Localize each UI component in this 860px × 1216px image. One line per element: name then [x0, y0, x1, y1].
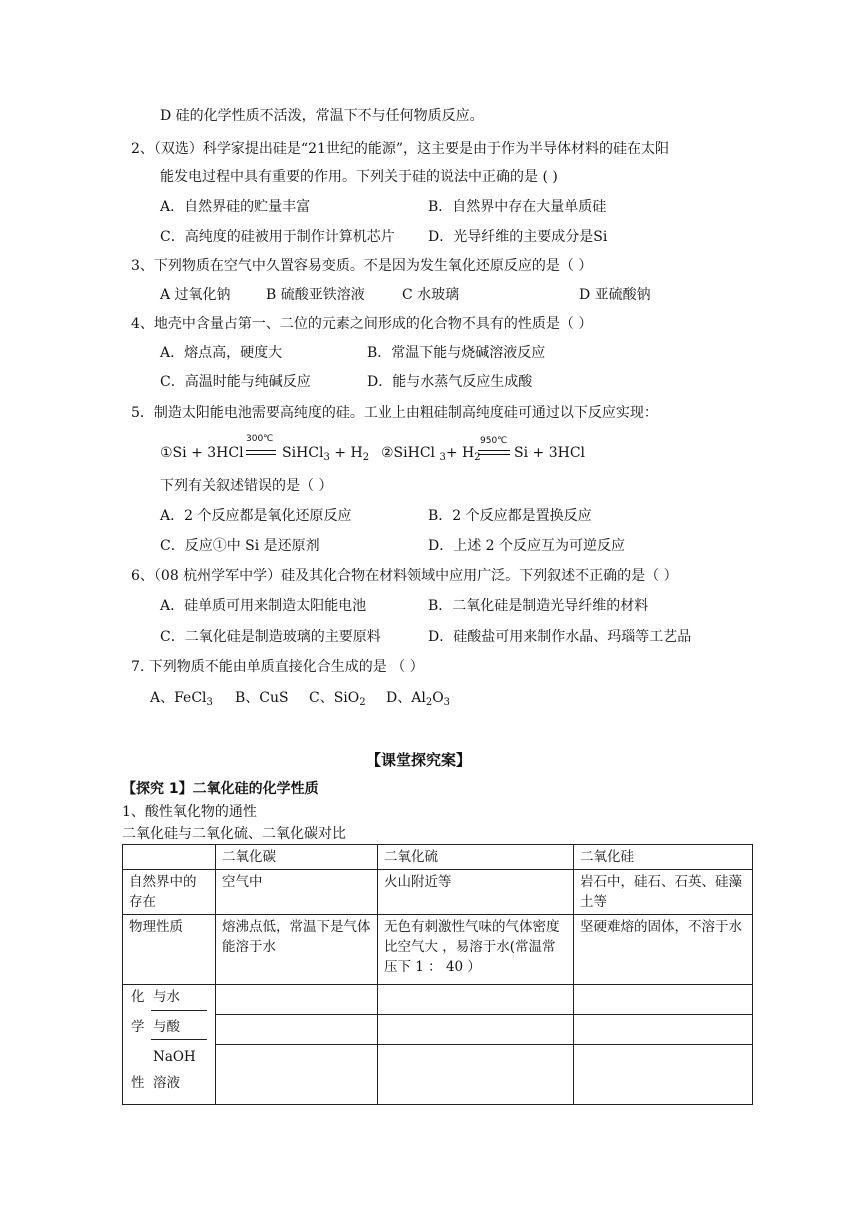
q4-option-d: D．能与水蒸气反应生成酸: [367, 374, 533, 390]
table-cell: [216, 985, 378, 1015]
reaction2-equals-top: [478, 450, 510, 451]
chem-label-char: 学: [131, 1019, 145, 1035]
q5-option-d: D．上述 2 个反应互为可逆反应: [428, 538, 626, 554]
reaction1-condition: 300℃: [246, 434, 274, 444]
q4-stem: 4、地壳中含量占第一、二位的元素之间形成的化合物不具有的性质是（ ）: [131, 316, 593, 332]
table-cell: [216, 1045, 378, 1105]
q7-stem: 7. 下列物质不能由单质直接化合生成的是 （ ）: [131, 659, 424, 675]
q6-stem: 6、（08 杭州学军中学）硅及其化合物在材料领域中应用广泛。下列叙述不正确的是（ ）: [131, 568, 678, 584]
reaction2-equals-bottom: [478, 454, 510, 455]
q3-stem: 3、下列物质在空气中久置容易变质。不是因为发生氧化还原反应的是（ ）: [131, 258, 593, 274]
table-cell: [574, 1015, 753, 1045]
q3-option-c: C 水玻璃: [402, 287, 460, 303]
chem-row-label: 与水: [153, 989, 180, 1005]
q7-option-a: A、FeCl$_3$: [150, 690, 213, 708]
table-header-cell: 二氧化硅: [574, 845, 753, 870]
q4-option-c: C．高温时能与纯碱反应: [160, 374, 311, 390]
q2-option-b: B．自然界中存在大量单质硅: [428, 199, 607, 215]
table-cell: [574, 1045, 753, 1105]
table-cell: 岩石中，硅石、石英、硅藻土等: [574, 870, 753, 915]
reaction2-reactants: ②SiHCl $_3+ H_2$: [381, 445, 481, 463]
q2-stem-line1: 2、（双选）科学家提出硅是“21世纪的能源”，这主要是由于作为半导体材料的硅在太阳: [131, 141, 670, 157]
chem-row-divider: [151, 1010, 207, 1011]
chem-label-char: 性: [131, 1075, 145, 1091]
q2-option-d: D．光导纤维的主要成分是Si: [428, 229, 608, 245]
table-cell: [378, 1015, 574, 1045]
section-title: 【课堂探究案】: [366, 751, 472, 769]
chem-row-label: 与酸: [153, 1019, 180, 1035]
q5-option-c: C．反应①中 Si 是还原剂: [160, 538, 320, 554]
chem-label-char: 化: [131, 989, 145, 1005]
q7-option-b: B、CuS: [235, 690, 289, 706]
q6-option-c: C．二氧化硅是制造玻璃的主要原料: [160, 629, 381, 645]
table-row: [123, 985, 753, 1015]
table-header-cell: 二氧化碳: [216, 845, 378, 870]
q1-option-d: D 硅的化学性质不活泼，常温下不与任何物质反应。: [160, 108, 484, 124]
q3-option-b: B 硫酸亚铁溶液: [266, 287, 365, 303]
comparison-table: [122, 844, 753, 1105]
reaction1-equals-top: [246, 450, 276, 451]
reaction1-products: SiHCl$_3$ + $H_2$: [282, 445, 370, 463]
q7-option-d: D、$Al_2O_3$: [386, 690, 451, 708]
subheading-comparison: 二氧化硅与二氧化硫、二氧化碳对比: [122, 826, 346, 842]
table-cell: 自然界中的存在: [123, 870, 216, 915]
q4-option-b: B．常温下能与烧碱溶液反应: [367, 345, 546, 361]
q5-option-b: B．2 个反应都是置换反应: [428, 508, 592, 524]
q5-stem: 5．制造太阳能电池需要高纯度的硅。工业上由粗硅制高纯度硅可通过以下反应实现：: [131, 405, 658, 421]
table-row: [123, 870, 753, 915]
chem-row-divider: [151, 1039, 207, 1040]
table-row: [123, 1015, 753, 1045]
table-cell: 无色有刺激性气味的气体密度比空气大 ，易溶于水(常温常压下 1 ： 40 ）: [378, 915, 574, 985]
table-row: [123, 915, 753, 985]
q6-option-a: A．硅单质可用来制造太阳能电池: [160, 598, 367, 614]
table-cell: [574, 985, 753, 1015]
table-cell: 火山附近等: [378, 870, 574, 915]
q6-option-b: B．二氧化硅是制造光导纤维的材料: [428, 598, 649, 614]
table-header-row: [123, 845, 753, 870]
table-row: [123, 1045, 753, 1105]
q2-option-c: C．高纯度的硅被用于制作计算机芯片: [160, 229, 395, 245]
table-cell: 物理性质: [123, 915, 216, 985]
q3-option-a: A 过氧化钠: [160, 287, 231, 303]
table-cell: [378, 985, 574, 1015]
q6-option-d: D．硅酸盐可用来制作水晶、玛瑙等工艺品: [428, 629, 692, 645]
table-cell: [216, 1015, 378, 1045]
q5-option-a: A．2 个反应都是氧化还原反应: [160, 508, 352, 524]
reaction1-equals-bottom: [246, 454, 276, 455]
q2-option-a: A．自然界硅的贮量丰富: [160, 199, 311, 215]
q5-ask: 下列有关叙述错误的是（ ）: [160, 478, 333, 494]
chem-row-label: 溶液: [153, 1075, 180, 1091]
table-cell: 坚硬难熔的固体，不溶于水: [574, 915, 753, 985]
chem-row-label: NaOH: [153, 1049, 196, 1065]
subheading-acidic-oxide: 1、酸性氧化物的通性: [122, 804, 257, 820]
explore-title: 【探究 1】二氧化硅的化学性质: [122, 781, 319, 797]
q4-option-a: A．熔点高，硬度大: [160, 345, 283, 361]
reaction2-condition: 950℃: [480, 436, 508, 446]
q2-stem-line2: 能发电过程中具有重要的作用。下列关于硅的说法中正确的是 ( ): [160, 169, 558, 185]
table-header-cell: [123, 845, 216, 870]
table-header-cell: 二氧化硫: [378, 845, 574, 870]
q3-option-d: D 亚硫酸钠: [579, 287, 651, 303]
q7-option-c: C、SiO$_2$: [309, 690, 366, 708]
reaction2-products: Si + 3HCl: [514, 445, 586, 461]
table-cell: 空气中: [216, 870, 378, 915]
table-cell: [378, 1045, 574, 1105]
table-cell: 熔沸点低，常温下是气体能溶于水: [216, 915, 378, 985]
reaction1-reactants: ①Si + 3HCl: [160, 445, 244, 461]
